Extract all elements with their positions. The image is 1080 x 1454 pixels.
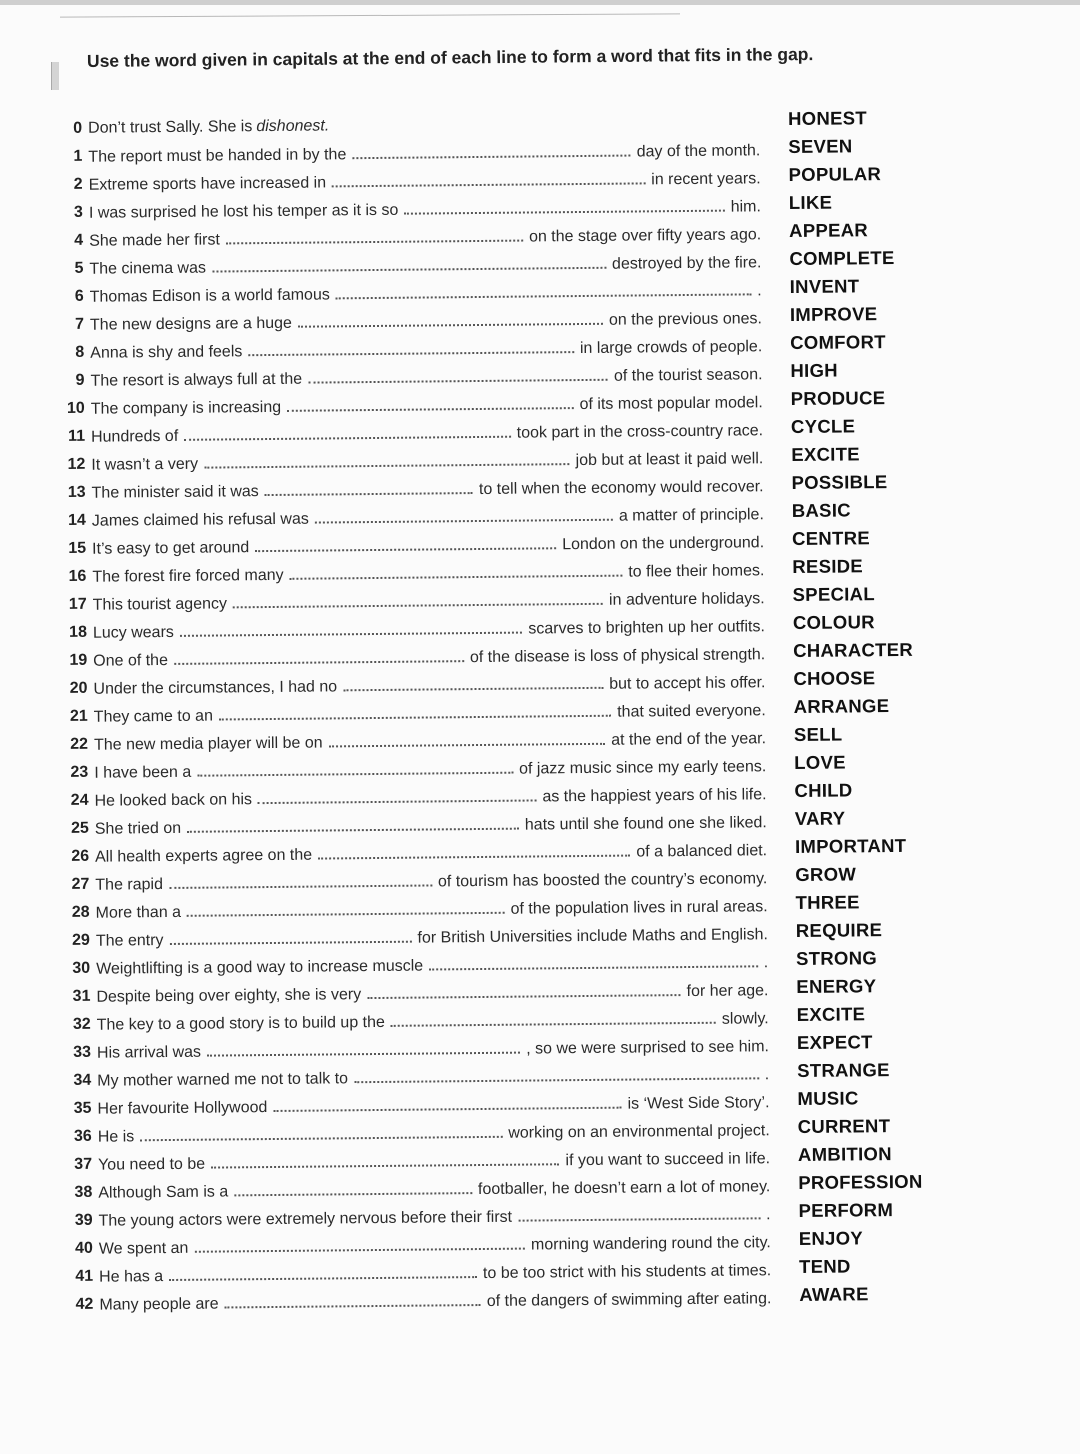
sentence-start: The young actors were extremely nervous before their first xyxy=(98,1208,513,1230)
sentence-end: hats until she found one she liked. xyxy=(524,814,767,834)
answer-gap[interactable] xyxy=(207,1038,520,1057)
sentence-start: More than a xyxy=(95,903,182,922)
item-number: 6 xyxy=(74,287,84,305)
key-word: HONEST xyxy=(787,107,868,130)
sentence-end: to tell when the economy would recover. xyxy=(478,478,764,498)
key-word: EXPECT xyxy=(796,1031,873,1053)
key-word: STRANGE xyxy=(797,1059,890,1081)
item-number: 29 xyxy=(72,931,90,949)
sentence-start: One of the xyxy=(93,651,169,670)
key-word: ENJOY xyxy=(798,1227,864,1249)
key-word: INVENT xyxy=(789,275,860,298)
sentence-start: He looked back on his xyxy=(94,791,253,810)
item-number: 21 xyxy=(69,707,88,725)
sentence-start: The resort is always full at the xyxy=(90,370,303,390)
answer-gap[interactable] xyxy=(211,1149,559,1168)
item-number: 10 xyxy=(66,399,85,417)
exercise-instruction: Use the word given in capitals at the end of each line to form a word that fits in the gap. xyxy=(86,44,814,71)
key-word: VARY xyxy=(794,807,846,829)
key-word: THREE xyxy=(795,891,860,913)
key-word: ARRANGE xyxy=(793,695,890,717)
item-number: 32 xyxy=(72,1015,91,1033)
key-word: BASIC xyxy=(791,499,851,521)
sentence-start: The cinema was xyxy=(89,259,207,278)
answer-gap[interactable] xyxy=(367,980,681,999)
key-word: CURRENT xyxy=(797,1115,891,1137)
key-word: POSSIBLE xyxy=(791,471,888,493)
sentence-end: on the stage over fifty years ago. xyxy=(528,226,762,246)
sentence-end: . xyxy=(764,1066,770,1084)
sentence-start: They came to an xyxy=(93,707,214,726)
answer-gap[interactable] xyxy=(287,393,574,412)
answer-gap[interactable] xyxy=(289,561,622,580)
key-word: COMPLETE xyxy=(789,246,895,270)
sentence-end: as the happiest years of his life. xyxy=(542,786,767,806)
answer-gap[interactable] xyxy=(140,1122,502,1141)
sentence-end: footballer, he doesn’t earn a lot of money. xyxy=(477,1178,771,1199)
sentence-start: She tried on xyxy=(94,819,182,838)
sentence-start: Under the circumstances, I had no xyxy=(93,678,338,698)
key-word: EXCITE xyxy=(796,1003,866,1025)
sentence-end: of the disease is loss of physical strength. xyxy=(469,646,766,667)
item-number: 42 xyxy=(75,1295,94,1313)
item-number: 14 xyxy=(67,511,86,529)
item-number: 0 xyxy=(73,119,83,137)
key-word: GROW xyxy=(795,863,857,885)
item-number: 39 xyxy=(74,1211,93,1229)
answer-gap[interactable] xyxy=(332,168,645,187)
sentence-start: The company is increasing xyxy=(90,398,282,418)
sentence-end: if you want to succeed in life. xyxy=(565,1150,771,1170)
sentence-start: I was surprised he lost his temper as it is so xyxy=(88,201,399,222)
sentence-end: in recent years. xyxy=(651,170,761,189)
sentence-end: of its most popular model. xyxy=(579,394,763,414)
sentence-start: Although Sam is a xyxy=(98,1183,229,1202)
key-word: REQUIRE xyxy=(795,919,883,941)
sentence-end: . xyxy=(757,282,762,300)
answer-gap[interactable] xyxy=(219,701,611,721)
sentence-start: It’s easy to get around xyxy=(92,539,250,558)
item-number: 22 xyxy=(70,735,89,753)
sentence-end: to flee their homes. xyxy=(628,562,765,581)
sentence-start: The report must be handed in by the xyxy=(88,146,347,166)
answer-gap[interactable] xyxy=(204,449,570,469)
sentence-end: on the previous ones. xyxy=(608,310,763,329)
sentence-start: The minister said it was xyxy=(91,483,259,502)
answer-gap[interactable] xyxy=(429,951,758,970)
item-number: 18 xyxy=(69,623,88,641)
key-word: EXCITE xyxy=(791,443,860,465)
answer-gap[interactable] xyxy=(212,253,606,273)
sentence-end: of the tourist season. xyxy=(613,366,763,385)
key-word: SELL xyxy=(793,723,843,745)
answer-gap[interactable] xyxy=(343,673,603,691)
item-number: 35 xyxy=(73,1099,92,1117)
sentence-end: to be too strict with his students at times. xyxy=(482,1262,772,1282)
key-word: COLOUR xyxy=(792,611,875,633)
sentence-start: The rapid xyxy=(95,876,164,894)
sentence-start: All health experts agree on the xyxy=(95,846,313,866)
key-word: CENTRE xyxy=(791,527,871,549)
sentence-start: The new designs are a huge xyxy=(89,314,292,334)
item-number: 31 xyxy=(72,987,91,1005)
sentence-end: scarves to brighten up her outfits. xyxy=(528,618,765,638)
answer-gap[interactable] xyxy=(354,1063,759,1083)
answer-gap[interactable] xyxy=(187,814,519,833)
sentence-end: at the end of the year. xyxy=(611,730,767,749)
answer-gap[interactable] xyxy=(315,505,613,524)
sentence-end: slowly. xyxy=(721,1010,769,1028)
item-number: 12 xyxy=(67,455,86,473)
scan-edge-line xyxy=(60,13,680,17)
sentence-end: took part in the cross-country race. xyxy=(516,422,764,442)
item-number: 20 xyxy=(69,679,88,697)
sentence-start: The entry xyxy=(95,932,164,950)
answer-gap[interactable] xyxy=(352,141,631,160)
key-word: CYCLE xyxy=(790,415,856,437)
key-word: AMBITION xyxy=(797,1143,892,1165)
item-number: 38 xyxy=(74,1183,93,1201)
item-number: 11 xyxy=(68,427,86,445)
sentence-start: I have been a xyxy=(94,763,192,782)
margin-marker xyxy=(51,62,59,90)
answer-gap[interactable] xyxy=(308,365,608,384)
sentence-start: This tourist agency xyxy=(92,595,228,614)
key-word: COMFORT xyxy=(790,331,886,354)
answer-gap[interactable] xyxy=(336,279,752,299)
answer-gap[interactable] xyxy=(391,1008,716,1027)
key-word: STRONG xyxy=(796,947,878,969)
item-number: 27 xyxy=(71,875,90,893)
answer-gap[interactable] xyxy=(234,1178,472,1196)
item-number: 25 xyxy=(70,819,89,837)
worksheet-page xyxy=(0,5,1080,1454)
item-number: 7 xyxy=(74,315,85,333)
item-number: 41 xyxy=(75,1267,94,1285)
sentence-start: James claimed his refusal was xyxy=(91,510,309,530)
sentence-end: him. xyxy=(730,198,761,216)
sentence-start: Weightlifting is a good way to increase muscle xyxy=(96,957,424,978)
item-number: 24 xyxy=(70,791,89,809)
key-word: LIKE xyxy=(788,191,833,214)
item-number: 37 xyxy=(74,1155,93,1173)
sentence-end: job but at least it paid well. xyxy=(575,450,764,470)
key-word: POPULAR xyxy=(788,163,882,186)
item-number: 8 xyxy=(75,343,85,361)
answer-gap[interactable] xyxy=(265,478,473,496)
sentence-end: a matter of principle. xyxy=(618,506,764,525)
answer-gap[interactable] xyxy=(518,1203,760,1221)
sentence-end: London on the underground. xyxy=(562,534,765,554)
answer-gap[interactable] xyxy=(197,758,513,777)
answer-gap[interactable] xyxy=(273,1093,621,1112)
answer-gap[interactable] xyxy=(194,1234,525,1253)
answer-gap[interactable] xyxy=(258,785,537,804)
item-number: 9 xyxy=(75,371,85,389)
answer-gap[interactable] xyxy=(180,618,523,637)
key-word: APPEAR xyxy=(789,219,869,242)
item-number: 15 xyxy=(68,539,87,557)
item-number: 3 xyxy=(73,203,83,221)
sentence-start: He has a xyxy=(99,1268,164,1286)
sentence-end: of the population lives in rural areas. xyxy=(510,898,768,918)
answer-gap[interactable] xyxy=(248,337,574,356)
key-word: HIGH xyxy=(790,359,839,381)
sentence-end: is ‘West Side Story’. xyxy=(627,1094,770,1113)
sentence-start: Despite being over eighty, she is very xyxy=(96,986,362,1006)
sentence-start: Many people are xyxy=(99,1295,219,1314)
answer-gap[interactable] xyxy=(174,646,464,665)
key-word: IMPORTANT xyxy=(794,834,907,857)
item-number: 1 xyxy=(73,147,83,165)
sentence-start: Thomas Edison is a world famous xyxy=(89,286,330,306)
key-word: IMPROVE xyxy=(789,303,878,326)
sentence-start: He is xyxy=(97,1128,135,1146)
key-word: ENERGY xyxy=(796,975,877,997)
item-number: 33 xyxy=(73,1043,92,1061)
answer-gap[interactable] xyxy=(233,589,603,609)
item-number: 16 xyxy=(68,567,87,585)
item-number: 28 xyxy=(71,903,90,921)
sentence-start: Extreme sports have increased in xyxy=(88,174,327,194)
key-word: CHARACTER xyxy=(793,638,914,661)
item-number: 26 xyxy=(71,847,90,865)
sentence-end: of jazz music since my early teens. xyxy=(518,758,767,778)
answer-gap[interactable] xyxy=(187,898,505,917)
sentence-end: day of the month. xyxy=(636,142,761,161)
sentence-start: Hundreds of xyxy=(90,427,179,446)
answer-gap[interactable] xyxy=(298,309,603,328)
sentence-end: in large crowds of people. xyxy=(579,338,763,358)
sentence-start: Her favourite Hollywood xyxy=(97,1099,268,1118)
sentence-start: My mother warned me not to talk to xyxy=(97,1070,349,1090)
sentence-start: His arrival was xyxy=(96,1043,202,1062)
item-number: 40 xyxy=(74,1239,93,1257)
answer-gap[interactable] xyxy=(184,422,511,441)
key-word: AWARE xyxy=(799,1283,869,1305)
answer-gap[interactable] xyxy=(224,1290,480,1308)
sentence-end: but to accept his offer. xyxy=(609,674,766,693)
answer-gap[interactable] xyxy=(169,1262,477,1281)
sentence-end: , so we were surprised to see him. xyxy=(526,1038,770,1058)
example-answer: dishonest. xyxy=(256,117,330,136)
answer-gap[interactable] xyxy=(226,226,523,245)
sentence-end: of a balanced diet. xyxy=(636,842,768,861)
sentence-start: She made her first xyxy=(89,231,220,250)
answer-gap[interactable] xyxy=(328,729,605,748)
sentence xyxy=(88,111,760,139)
sentence-end: working on an environmental project. xyxy=(508,1122,770,1142)
key-word: TEND xyxy=(798,1255,851,1277)
key-word: CHILD xyxy=(794,779,853,801)
sentence-end: in adventure holidays. xyxy=(608,590,765,609)
sentence-end: for her age. xyxy=(686,982,769,1001)
sentence-start: The new media player will be on xyxy=(93,734,323,754)
key-word: CHOOSE xyxy=(793,667,876,689)
sentence-end: . xyxy=(766,1206,771,1224)
item-number: 5 xyxy=(74,259,84,277)
sentence-start: We spent an xyxy=(98,1239,189,1258)
key-word: SPECIAL xyxy=(792,583,875,605)
key-word: PRODUCE xyxy=(790,387,886,409)
sentence-start: You need to be xyxy=(97,1155,206,1174)
item-number: 23 xyxy=(70,763,89,781)
answer-gap[interactable] xyxy=(169,927,411,945)
item-number: 17 xyxy=(68,595,87,613)
sentence-end: of the dangers of swimming after eating. xyxy=(486,1290,772,1310)
item-number: 36 xyxy=(73,1127,92,1145)
key-word: PERFORM xyxy=(798,1199,894,1221)
answer-gap[interactable] xyxy=(318,841,630,860)
key-word: SEVEN xyxy=(788,135,853,158)
sentence-start: The key to a good story is to build up the xyxy=(96,1013,385,1034)
sentence-start: Lucy wears xyxy=(92,623,174,642)
exercise-list xyxy=(60,107,952,1322)
key-word: LOVE xyxy=(794,751,846,773)
item-number: 34 xyxy=(73,1071,92,1089)
key-word: PROFESSION xyxy=(798,1170,923,1193)
key-word: RESIDE xyxy=(792,555,864,577)
answer-gap[interactable] xyxy=(169,870,432,889)
sentence-end: morning wandering round the city. xyxy=(530,1234,771,1254)
item-number: 30 xyxy=(72,959,91,977)
sentence-end: . xyxy=(763,954,769,972)
answer-gap[interactable] xyxy=(404,196,724,215)
item-number: 19 xyxy=(69,651,88,669)
item-number: 4 xyxy=(74,231,84,249)
sentence-end: for British Universities include Maths and English. xyxy=(417,926,768,947)
sentence-start: Anna is shy and feels xyxy=(90,343,243,362)
item-number: 13 xyxy=(67,483,86,501)
sentence-start: The forest fire forced many xyxy=(92,566,284,586)
sentence-end: that suited everyone. xyxy=(617,702,766,721)
item-number: 2 xyxy=(73,175,83,193)
sentence-end: destroyed by the fire. xyxy=(611,254,762,273)
sentence-start: Don’t trust Sally. She is xyxy=(88,118,253,137)
key-word: MUSIC xyxy=(797,1087,859,1109)
answer-gap[interactable] xyxy=(255,533,556,552)
sentence-end: of tourism has boosted the country’s economy. xyxy=(437,870,768,891)
sentence-start: It wasn’t a very xyxy=(91,455,199,474)
